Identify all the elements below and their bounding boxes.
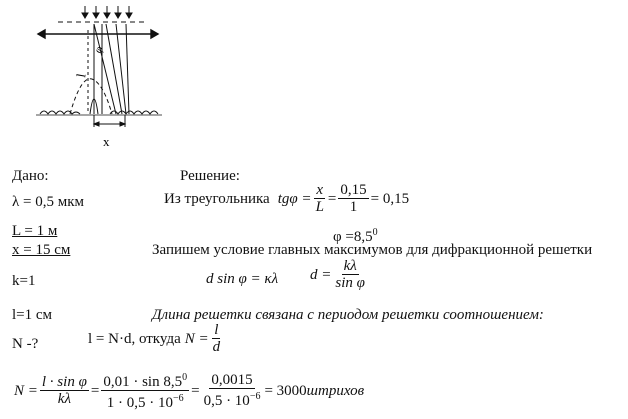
diffracted-rays	[88, 24, 129, 114]
label-phi: φ	[92, 43, 106, 56]
relation-text: l = N·d, откуда	[88, 330, 181, 347]
phi-text: φ =8,5	[333, 229, 373, 245]
grating-equation: d sin φ = κλ	[206, 271, 279, 287]
d-formula	[310, 258, 369, 291]
given-k: k=1	[12, 273, 36, 289]
fraction-x-over-L	[314, 182, 326, 215]
fraction-l-over-d	[211, 322, 223, 355]
tg-result: = 0,15	[370, 190, 410, 207]
fraction-num: $0,01 \cdot \sin 8,5^0$	[103, 372, 188, 390]
final-result: = 3000	[264, 382, 307, 399]
fraction-num: x	[316, 182, 324, 198]
fraction-num: l · sin φ	[41, 374, 87, 390]
fraction-den: d	[212, 339, 221, 355]
equals-sign: =	[191, 382, 200, 399]
x-dimension	[94, 115, 125, 127]
given-x: x = 15 см	[12, 242, 71, 258]
label-l: l	[73, 72, 89, 79]
fraction-num: kλ	[343, 258, 357, 274]
fraction-lsin-over-klambda	[40, 374, 89, 407]
given-L: L = 1 м	[12, 223, 58, 239]
given-l: l=1 см	[12, 307, 53, 323]
fraction-num: l	[214, 322, 219, 338]
given-heading: Дано:	[12, 168, 49, 184]
phi-degree: 0	[372, 227, 378, 238]
given-N: N -?	[12, 336, 39, 352]
tg-lhs: tgφ =	[277, 190, 312, 207]
fraction-values	[338, 182, 368, 215]
equals-sign: =	[327, 190, 337, 207]
period-relation-text: Длина решетки связана с периодом решетки соотношением:	[152, 307, 544, 323]
incident-arrows	[82, 6, 132, 18]
fraction-den: L	[315, 199, 324, 215]
fraction-den: sin φ	[335, 275, 365, 291]
N-relation	[88, 322, 224, 355]
N-lhs: N =	[184, 330, 209, 347]
fraction-den: kλ	[57, 391, 71, 407]
final-lhs: N =	[14, 382, 38, 399]
final-unit: штрихов	[306, 382, 365, 399]
triangle-prefix: Из треугольника	[164, 190, 270, 207]
lens-axis	[38, 30, 158, 38]
final-formula	[14, 370, 364, 411]
fraction-numeric-substitution	[101, 370, 189, 411]
label-x: x	[103, 134, 110, 149]
fraction-computed	[202, 372, 263, 409]
fraction-num: 0,0015	[211, 372, 253, 388]
fraction-den: $1 \cdot 0,5 \cdot 10^{-6}$	[106, 393, 184, 411]
diffraction-diagram	[30, 2, 170, 152]
solution-heading: Решение:	[180, 168, 240, 184]
fraction-den: 1	[349, 199, 358, 215]
d-lhs: d =	[310, 266, 332, 283]
fraction-k-lambda-over-sin	[333, 258, 367, 291]
maxima-condition-text: Запишем условие главных максимумов для дифракционной решетки	[152, 242, 593, 258]
fraction-den: $0,5 \cdot 10^{-6}$	[203, 391, 261, 409]
fraction-num: 0,15	[340, 182, 367, 198]
given-lambda: λ = 0,5 мкм	[12, 194, 85, 210]
triangle-equation	[164, 182, 409, 215]
screen-ripple	[40, 111, 158, 114]
equals-sign: =	[90, 382, 100, 399]
